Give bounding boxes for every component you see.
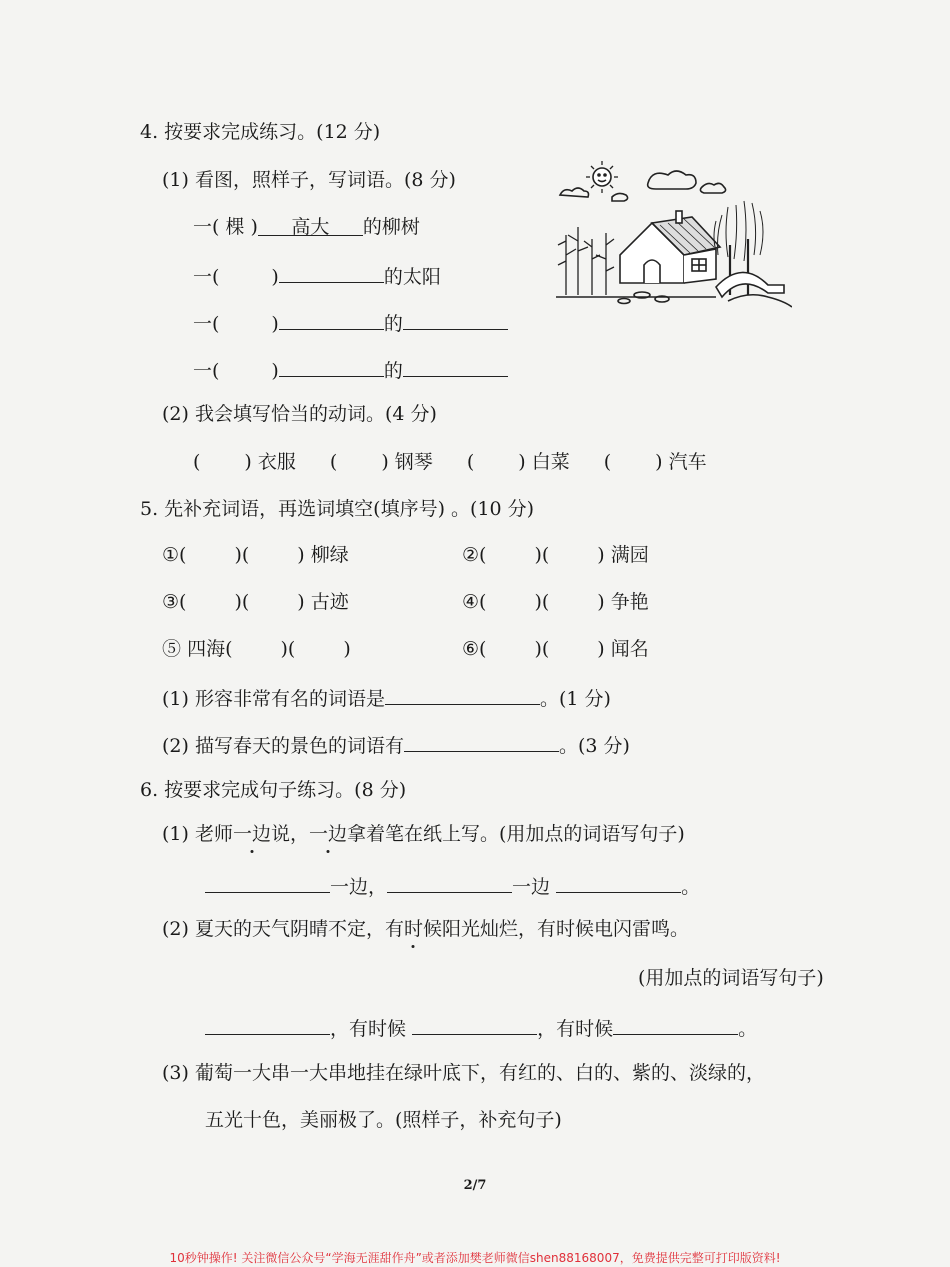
answer-blank[interactable]	[556, 872, 681, 893]
q5-title: 5. 先补充词语，再选词填空(填序号) 。(10 分)	[140, 498, 535, 520]
q5-item-3: ③( )( ) 古迹	[162, 591, 349, 613]
promo-footer: 10秒钟操作! 关注微信公众号“学海无涯甜作舟”或者添加樊老师微信shen88168007，免费提供完整可打印版资料!	[169, 1251, 781, 1265]
q4-row2: 一( ) 的太阳	[193, 262, 441, 289]
answer-blank[interactable]	[385, 684, 540, 705]
q4-title: 4. 按要求完成练习。(12 分)	[140, 121, 381, 143]
q6-part2-sentence: (2) 夏天的天气阴晴不定，有时候阳光灿烂，有时候电闪雷鸣。	[162, 918, 689, 940]
q5-item-2: ②( )( ) 满园	[462, 544, 649, 566]
q6-part1-answer: 一边， 一边 。	[205, 872, 700, 899]
answer-blank[interactable]	[279, 356, 384, 377]
q4-part2-items: ( ) 衣服 ( ) 钢琴 ( ) 白菜 ( ) 汽车	[193, 451, 707, 473]
q6-title: 6. 按要求完成句子练习。(8 分)	[140, 779, 407, 801]
q5-part2: (2) 描写春天的景色的词语有 。(3 分)	[162, 731, 630, 758]
answer-blank[interactable]	[403, 356, 508, 377]
dotted-word: 一边	[232, 823, 271, 845]
q5-part1: (1) 形容非常有名的词语是 。(1 分)	[162, 684, 611, 711]
q5-item-4: ④( )( ) 争艳	[462, 591, 649, 613]
answer-blank[interactable]	[403, 309, 508, 330]
house-willow-illustration	[552, 155, 792, 315]
answer-blank[interactable]	[205, 1014, 330, 1035]
answer-blank[interactable]	[412, 1014, 537, 1035]
q4-part1-title: (1) 看图，照样子，写词语。(8 分)	[162, 169, 456, 191]
q6-part2-answer: ，有时候 ，有时候 。	[205, 1014, 757, 1041]
q4-example-row: 一( 棵 ) 高大 的柳树	[193, 216, 420, 238]
q4-part2-title: (2) 我会填写恰当的动词。(4 分)	[162, 403, 437, 425]
answer-blank[interactable]	[205, 872, 330, 893]
q6-part3-line1: (3) 葡萄一大串一大串地挂在绿叶底下，有红的、白的、紫的、淡绿的，	[162, 1062, 765, 1084]
answer-blank[interactable]	[404, 731, 559, 752]
answer-blank[interactable]	[279, 262, 384, 283]
q6-part3-line2: 五光十色，美丽极了。(照样子，补充句子)	[205, 1109, 562, 1131]
q6-part1-sentence: (1) 老师一边说，一边拿着笔在纸上写。(用加点的词语写句子)	[162, 823, 685, 845]
answer-blank[interactable]	[387, 872, 512, 893]
answer-blank[interactable]	[613, 1014, 738, 1035]
dotted-word: 一边	[309, 823, 348, 845]
q5-item-5: ⑤ 四海( )( )	[162, 638, 351, 660]
q5-item-6: ⑥( )( ) 闻名	[462, 638, 649, 660]
dotted-word: 有时候	[384, 918, 442, 940]
example-answer: 高大	[258, 215, 363, 236]
q5-item-1: ①( )( ) 柳绿	[162, 544, 349, 566]
q4-row4: 一( ) 的	[193, 356, 508, 383]
page-number: 2/7	[463, 1178, 487, 1193]
answer-blank[interactable]	[279, 309, 384, 330]
q4-row3: 一( ) 的	[193, 309, 508, 336]
q6-part2-requirement: (用加点的词语写句子)	[638, 967, 824, 989]
